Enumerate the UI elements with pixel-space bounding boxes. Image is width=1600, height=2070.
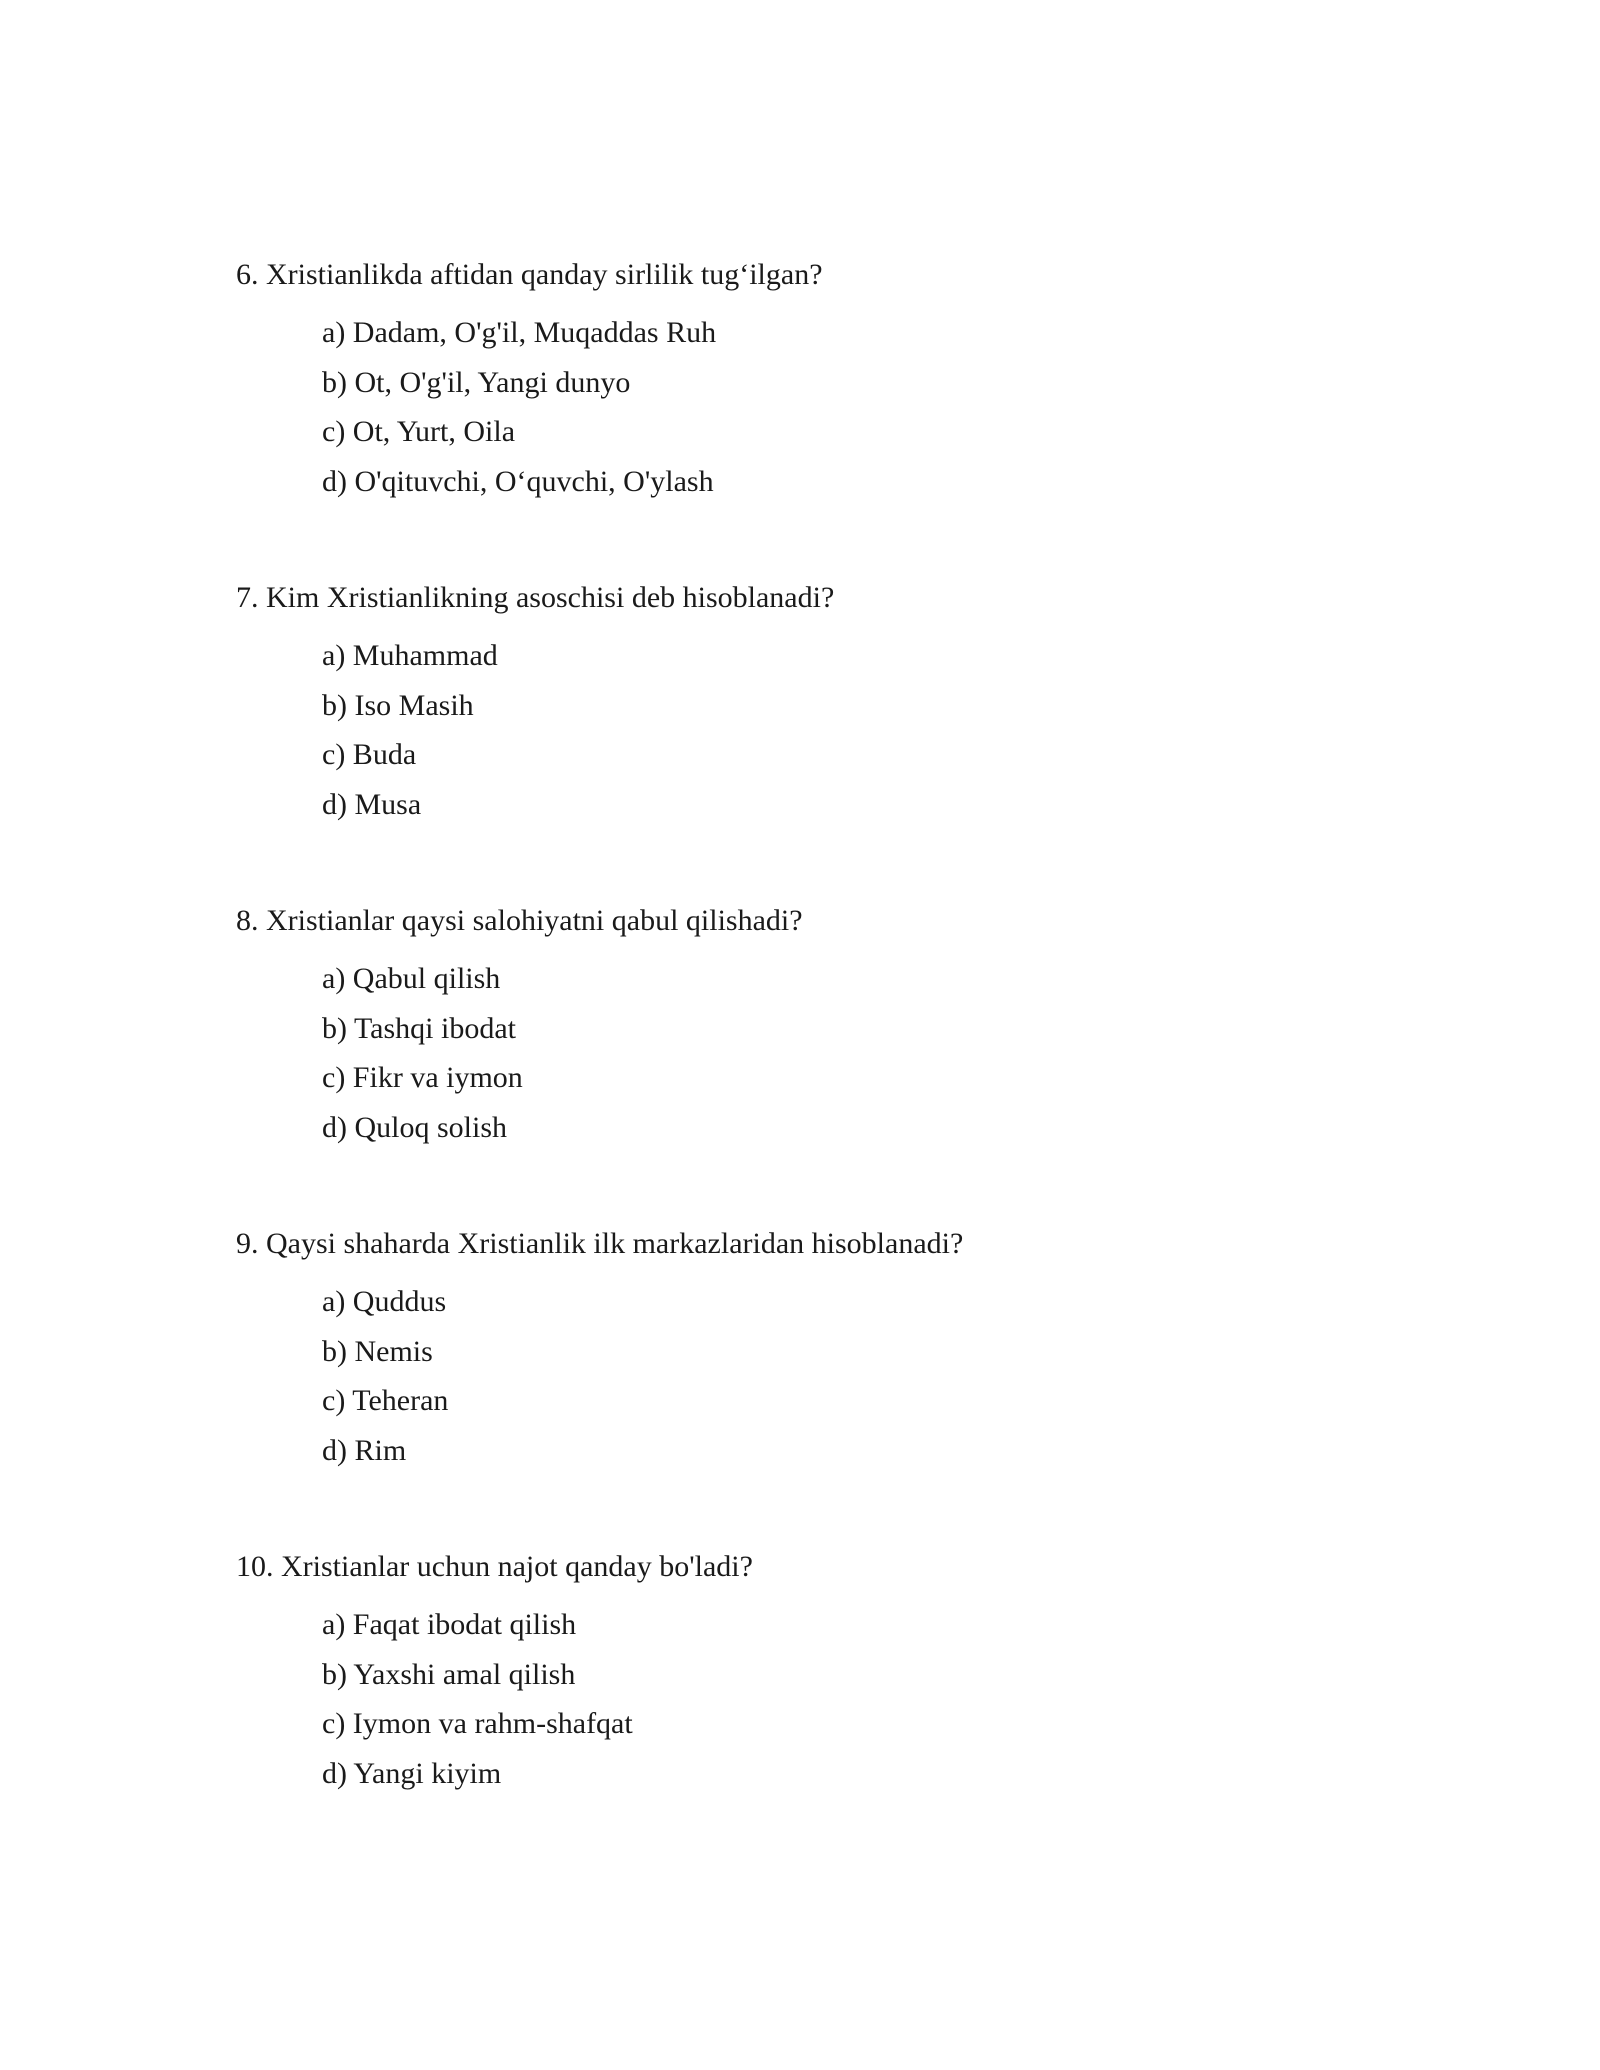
question-6 (236, 257, 1436, 513)
answer-option-d: d) Quloq solish (322, 1110, 508, 1144)
answer-option-b: b) Iso Masih (322, 688, 474, 722)
answer-option-c: c) Teheran (322, 1384, 449, 1417)
question-text: 6. Xristianlikda aftidan qanday sirlilik tug‘ilgan? (236, 258, 823, 291)
question-text: 7. Kim Xristianlikning asoschisi deb hisoblanadi? (236, 581, 835, 614)
answer-option-d: d) O'qituvchi, O‘quvchi, O'ylash (322, 464, 714, 498)
answer-option-a: a) Qabul qilish (322, 962, 501, 995)
answer-option-b: b) Ot, O'g'il, Yangi dunyo (322, 365, 631, 399)
answer-options (322, 315, 1436, 513)
answer-option-a: a) Quddus (322, 1285, 447, 1318)
answer-options (322, 1284, 1436, 1482)
question-text: 10. Xristianlar uchun najot qanday bo'ladi? (236, 1550, 753, 1583)
answer-option-d: d) Musa (322, 787, 422, 821)
answer-options (322, 1607, 1436, 1805)
answer-option-c: c) Iymon va rahm-shafqat (322, 1707, 633, 1740)
answer-option-b: b) Yaxshi amal qilish (322, 1657, 576, 1691)
answer-option-c: c) Ot, Yurt, Oila (322, 415, 516, 448)
answer-option-c: c) Fikr va iymon (322, 1061, 523, 1094)
question-7 (236, 580, 1436, 836)
question-8 (236, 903, 1436, 1159)
question-text: 9. Qaysi shaharda Xristianlik ilk markazlaridan hisoblanadi? (236, 1227, 964, 1260)
answer-option-a: a) Dadam, O'g'il, Muqaddas Ruh (322, 316, 717, 349)
answer-option-b: b) Nemis (322, 1334, 433, 1368)
answer-option-d: d) Yangi kiyim (322, 1756, 502, 1790)
answer-option-a: a) Faqat ibodat qilish (322, 1608, 577, 1641)
answer-option-c: c) Buda (322, 738, 417, 771)
question-10 (236, 1549, 1436, 1805)
answer-options (322, 638, 1436, 836)
question-text: 8. Xristianlar qaysi salohiyatni qabul qilishadi? (236, 904, 803, 937)
answer-option-d: d) Rim (322, 1433, 407, 1467)
question-9 (236, 1226, 1436, 1482)
answer-option-b: b) Tashqi ibodat (322, 1011, 516, 1045)
answer-option-a: a) Muhammad (322, 639, 498, 672)
answer-options (322, 961, 1436, 1159)
